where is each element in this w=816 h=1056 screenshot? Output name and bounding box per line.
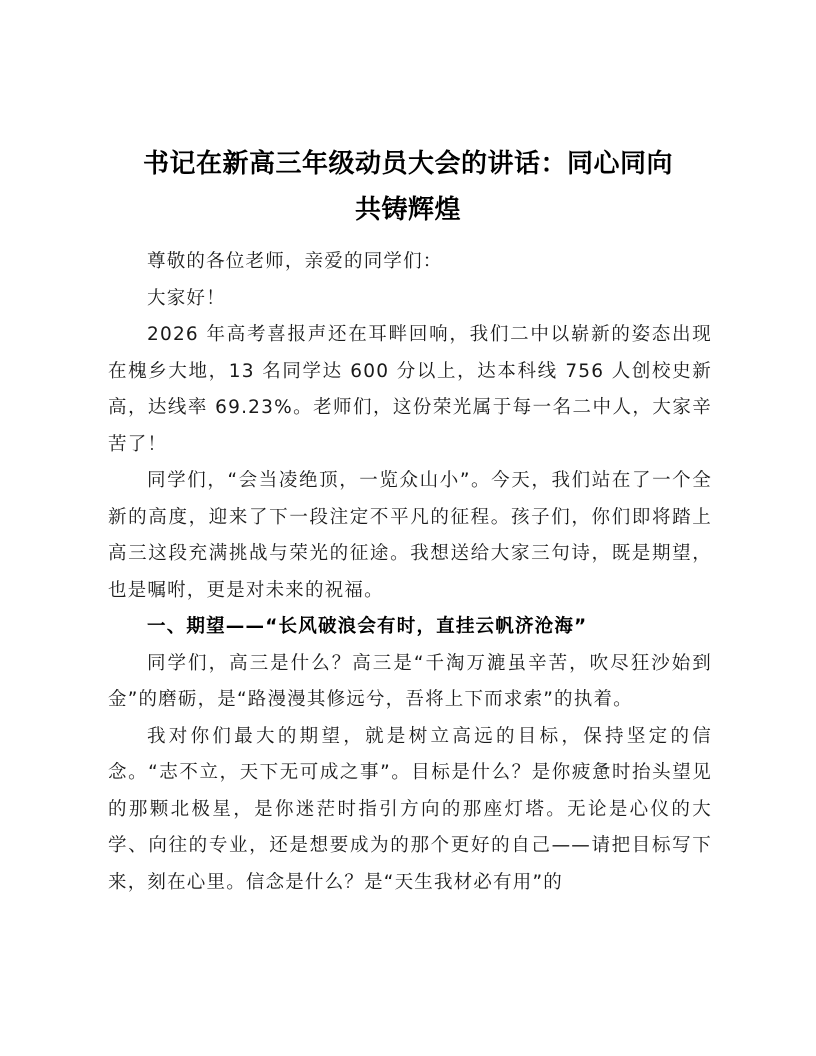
title-line-2: 共铸辉煌 [354, 195, 461, 225]
paragraph-1: 2026 年高考喜报声还在耳畔回响，我们二中以崭新的姿态出现在槐乡大地，13 名同学达 600 分以上，达本科线 756 人创校史新高，达线率 69.23%。老师们，这份荣光属于每一名二中人，大家辛苦了！ [108, 324, 712, 455]
paragraph-3: 同学们，高三是什么？高三是“千淘万漉虽辛苦，吹尽狂沙始到金”的磨砺，是“路漫漫其修远兮，吾将上下而求索”的执着。 [108, 652, 712, 710]
section-heading-1: 一、期望——“长风破浪会有时，直挂云帆济沧海” [147, 616, 588, 637]
paragraph-4: 我对你们最大的期望，就是树立高远的目标，保持坚定的信念。“志不立，天下无可成之事”。目标是什么？是你疲惫时抬头望见的那颗北极星，是你迷茫时指引方向的那座灯塔。无论是心仪的大学、向往的专业，还是想要成为的那个更好的自己——请把目标写下来，刻在心里。信念是什么？是“天生我材必有用”的 [108, 725, 712, 893]
title-line-1: 书记在新高三年级动员大会的讲话：同心同向 [142, 149, 673, 179]
salutation: 尊敬的各位老师，亲爱的同学们： [147, 251, 443, 272]
document-body [108, 244, 712, 901]
document-title [100, 141, 716, 233]
paragraph-2: 同学们，“会当凌绝顶，一览众山小”。今天，我们站在了一个全新的高度，迎来了下一段注定不平凡的征程。孩子们，你们即将踏上高三这段充满挑战与荣光的征途。我想送给大家三句诗，既是期望，也是嘱咐，更是对未来的祝福。 [108, 470, 712, 601]
greeting: 大家好！ [147, 287, 226, 309]
